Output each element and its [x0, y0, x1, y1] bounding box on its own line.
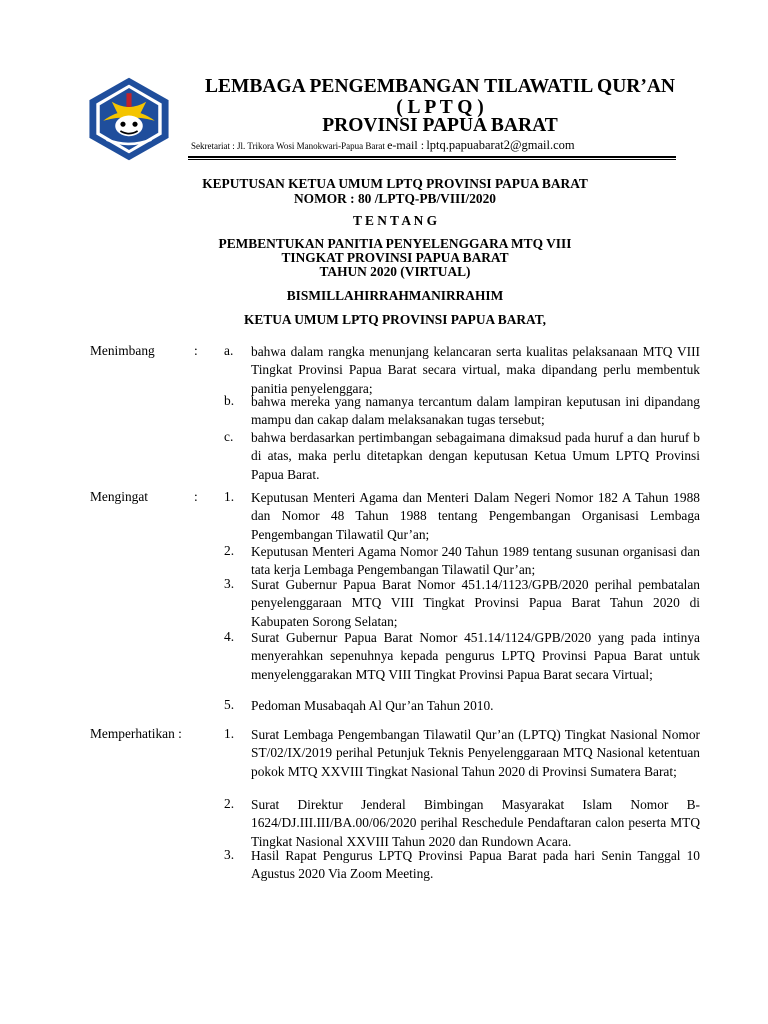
list-item: bahwa berdasarkan pertimbangan sebagaimana dimaksud pada huruf a dan huruf b di atas, maka perlu ditetapkan dengan keputusan Ketua Umum LPTQ Provinsi Papua Barat. [251, 430, 700, 482]
basmalah: BISMILLAHIRRAHMANIRRAHIM [286, 288, 504, 303]
list-item: Keputusan Menteri Agama dan Menteri Dalam Negeri Nomor 182 A Tahun 1988 dan Nomor 48 Tahun 1988 tentang Pengembangan Organisasi Lembaga Pengembangan Tilawatil Qur’an; [251, 490, 700, 542]
org-abbreviation: ( L P T Q ) [396, 97, 484, 118]
list-item-mark: 4. [224, 629, 235, 644]
list-item-mark: 2. [224, 796, 235, 811]
list-item: Hasil Rapat Pengurus LPTQ Provinsi Papua Barat pada hari Senin Tanggal 10 Agustus 2020 Via Zoom Meeting. [251, 848, 700, 882]
letterhead-rule-thick [188, 156, 676, 158]
list-item-mark: 1. [224, 726, 235, 741]
list-item-mark: 3. [224, 847, 235, 862]
letterhead-rule-thin [188, 159, 676, 160]
decree-subject-line-3: TAHUN 2020 (VIRTUAL) [319, 264, 471, 279]
list-item-mark: c. [224, 429, 234, 444]
list-item: Surat Direktur Jenderal Bimbingan Masyarakat Islam Nomor B-1624/DJ.III.III/BA.00/06/2020 perihal Reschedule Pendaftaran calon peserta MTQ Tingkat Nasional XXVIII Tahun 2020 dan Rundown Acara. [251, 797, 700, 849]
decree-subject-line-1: PEMBENTUKAN PANITIA PENYELENGGARA MTQ VIII [218, 236, 572, 251]
decree-subject-line-2: TINGKAT PROVINSI PAPUA BARAT [281, 250, 509, 265]
decree-number: NOMOR : 80 /LPTQ-PB/VIII/2020 [294, 191, 496, 206]
list-item-mark: a. [224, 343, 234, 358]
list-item: Surat Lembaga Pengembangan Tilawatil Qur’an (LPTQ) Tingkat Nasional Nomor ST/02/IX/2019 perihal Petunjuk Teknis Penyelenggaraan MTQ Nasional ketentuan pokok MTQ XXVIII Tingkat Nasional Tahun 2020 di Provinsi Sumatera Barat; [251, 727, 700, 779]
list-item: Pedoman Musabaqah Al Qur’an Tahun 2010. [251, 698, 494, 713]
list-item-mark: 5. [224, 697, 235, 712]
list-item-mark: 2. [224, 543, 235, 558]
decree-about: T E N T A N G [352, 213, 438, 228]
list-item: Surat Gubernur Papua Barat Nomor 451.14/1123/GPB/2020 perihal pembatalan penyelenggaraan MTQ VIII Tingkat Provinsi Papua Barat Tahun 2020 di Kabupaten Sorong Selatan; [251, 577, 700, 629]
address-line [191, 138, 575, 153]
section-label: Mengingat [90, 489, 149, 504]
email-address: lptq.papuabarat2@gmail.com [426, 138, 575, 152]
section-colon: : [194, 343, 198, 358]
list-item: Keputusan Menteri Agama Nomor 240 Tahun 1989 tentang susunan organisasi dan tata kerja Lembaga Pengembangan Tilawatil Qur’an; [251, 544, 700, 578]
section-label: Menimbang [90, 343, 155, 358]
section-label: Memperhatikan : [90, 726, 182, 741]
list-item: bahwa mereka yang namanya tercantum dalam lampiran keputusan ini dipandang mampu dan cakap dalam melaksanakan tugas tersebut; [251, 394, 700, 428]
org-province: PROVINSI PAPUA BARAT [322, 115, 558, 136]
list-item-mark: 1. [224, 489, 235, 504]
list-item: Surat Gubernur Papua Barat Nomor 451.14/1124/GPB/2020 yang pada intinya menyerahkan sepenuhnya kepada pengurus LPTQ Provinsi Papua Barat untuk menyelenggarakan MTQ VIII Tingkat Provinsi Papua Barat secara Virtual; [251, 630, 700, 682]
org-name: LEMBAGA PENGEMBANGAN TILAWATIL QUR’AN [204, 76, 676, 97]
list-item-mark: 3. [224, 576, 235, 591]
list-item-mark: b. [224, 393, 235, 408]
issuer-line: KETUA UMUM LPTQ PROVINSI PAPUA BARAT, [243, 312, 547, 327]
decree-heading: KEPUTUSAN KETUA UMUM LPTQ PROVINSI PAPUA BARAT [202, 176, 588, 191]
list-item: bahwa dalam rangka menunjang kelancaran serta kualitas pelaksanaan MTQ VIII Tingkat Provinsi Papua Barat secara virtual, maka dipandang perlu membentuk panitia penyelenggara; [251, 344, 700, 396]
section-colon: : [194, 489, 198, 504]
email-label: e-mail : [387, 138, 425, 152]
secretariat-address: Sekretariat : Jl. Trikora Wosi Manokwari-Papua Barat [191, 141, 385, 151]
